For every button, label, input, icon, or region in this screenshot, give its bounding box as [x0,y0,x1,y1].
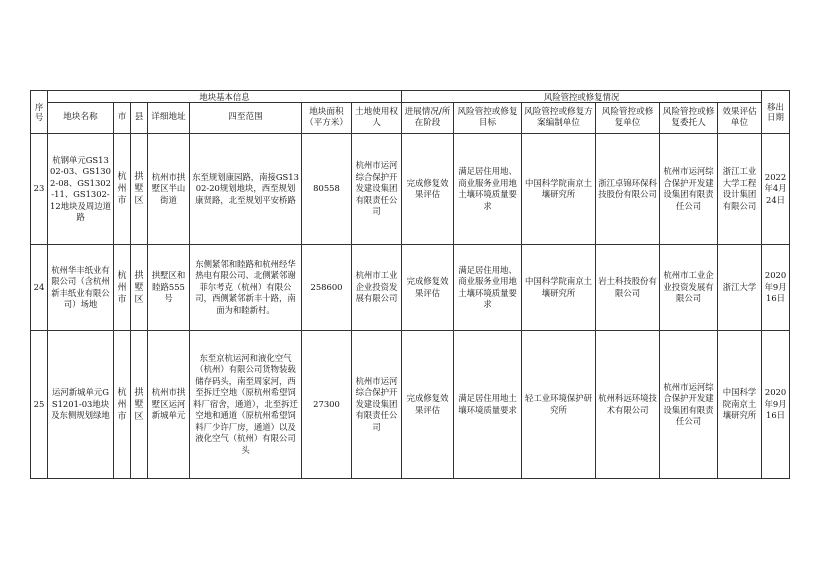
cell-plan-unit: 轻工业环境保护研究所 [522,331,596,479]
cell-county: 拱墅区 [131,134,148,245]
header-group-risk: 风险管控或修复情况 [402,91,762,103]
cell-client: 杭州市运河综合保护开发建设集团有限责任公司 [660,134,718,245]
header-row-columns [31,103,790,134]
cell-owner: 杭州市工业企业投资发展有限公司 [352,245,402,331]
cell-progress: 完成修复效果评估 [402,331,454,479]
cell-bounds: 东至京杭运河和液化空气（杭州）有限公司货物装载储存码头，南至周家河，西至拆迁空地（原杭州希望饲料厂宿舍，通道），北至拆迁空地和通道（原杭州希望饲料厂少许厂房，通道）以及液化空气（杭州）有限公司头 [190,331,302,479]
cell-area: 27300 [302,331,352,479]
header-moveout-date: 移出日期 [762,91,790,134]
header-col-city: 市 [114,103,131,134]
cell-seq: 24 [31,245,48,331]
cell-county: 拱墅区 [131,245,148,331]
header-col-client: 风险管控或修复委托人 [660,103,718,134]
header-col-target: 风险管控或修复目标 [454,103,522,134]
cell-bounds: 东侧紧邻和睦路和杭州经华热电有限公司、北侧紧邻谢菲尔考克（杭州）有限公司，西侧紧邻新丰十路，南面为和睦新村。 [190,245,302,331]
header-col-address: 详细地址 [148,103,190,134]
header-seq: 序号 [31,91,48,134]
cell-repair-unit: 杭州科远环境技术有限公司 [596,331,660,479]
cell-county: 拱墅区 [131,331,148,479]
cell-name: 运河新城单元GS1201-03地块及东侧规划绿地 [48,331,114,479]
cell-area: 258600 [302,245,352,331]
header-row-group [31,91,790,103]
cell-client: 杭州市工业企业投资发展有限公司 [660,245,718,331]
cell-address: 杭州市拱墅区半山街道 [148,134,190,245]
cell-date: 2020年9月16日 [762,331,790,479]
cell-address: 拱墅区和睦路555号 [148,245,190,331]
cell-target: 满足居住用地、商业服务业用地土壤环境质量要求 [454,134,522,245]
header-group-basic: 地块基本信息 [48,91,402,103]
cell-eval-unit: 浙江大学 [718,245,762,331]
cell-owner: 杭州市运河综合保护开发建设集团有限责任公司 [352,134,402,245]
cell-repair-unit: 浙江卓锦环保科技股份有限公司 [596,134,660,245]
cell-name: 杭州华丰纸业有限公司（含杭州新丰纸业有限公司）场地 [48,245,114,331]
cell-name: 杭钢单元GS1302-03、GS1302-08、GS1302-11、GS1302-12地块及周边道路 [48,134,114,245]
cell-eval-unit: 中国科学院南京土壤研究所 [718,331,762,479]
cell-repair-unit: 岩土科技股份有限公司 [596,245,660,331]
cell-progress: 完成修复效果评估 [402,134,454,245]
table-row [31,245,790,331]
cell-date: 2020年9月16日 [762,245,790,331]
header-col-area: 地块面积（平方米） [302,103,352,134]
cell-address: 杭州市拱墅区运河新城单元 [148,331,190,479]
cell-plan-unit: 中国科学院南京土壤研究所 [522,245,596,331]
header-col-repair-unit: 风险管控或修复单位 [596,103,660,134]
cell-plan-unit: 中国科学院南京土壤研究所 [522,134,596,245]
cell-target: 满足居住用地、商业服务业用地土壤环境质量要求 [454,245,522,331]
table-row [31,134,790,245]
header-col-owner: 土地使用权人 [352,103,402,134]
cell-city: 杭州市 [114,331,131,479]
cell-client: 杭州市运河综合保护开发建设集团有限责任公司 [660,331,718,479]
header-col-bounds: 四至范围 [190,103,302,134]
header-col-plan-unit: 风险管控或修复方案编制单位 [522,103,596,134]
cell-date: 2022年4月24日 [762,134,790,245]
cell-progress: 完成修复效果评估 [402,245,454,331]
cell-owner: 杭州市运河综合保护开发建设集团有限责任公司 [352,331,402,479]
header-col-progress: 进展情况/所在阶段 [402,103,454,134]
header-col-name: 地块名称 [48,103,114,134]
cell-bounds: 东至规划康园路，南接GS1302-20规划地块，西至规划康贤路，北至规划平安桥路 [190,134,302,245]
table-row [31,331,790,479]
cell-target: 满足居住用地土壤环境质量要求 [454,331,522,479]
cell-city: 杭州市 [114,245,131,331]
cell-seq: 23 [31,134,48,245]
cell-city: 杭州市 [114,134,131,245]
header-col-county: 县 [131,103,148,134]
cell-area: 80558 [302,134,352,245]
contaminated-site-table [30,90,790,479]
header-col-eval-unit: 效果评估单位 [718,103,762,134]
cell-seq: 25 [31,331,48,479]
cell-eval-unit: 浙江工业大学工程设计集团有限公司 [718,134,762,245]
